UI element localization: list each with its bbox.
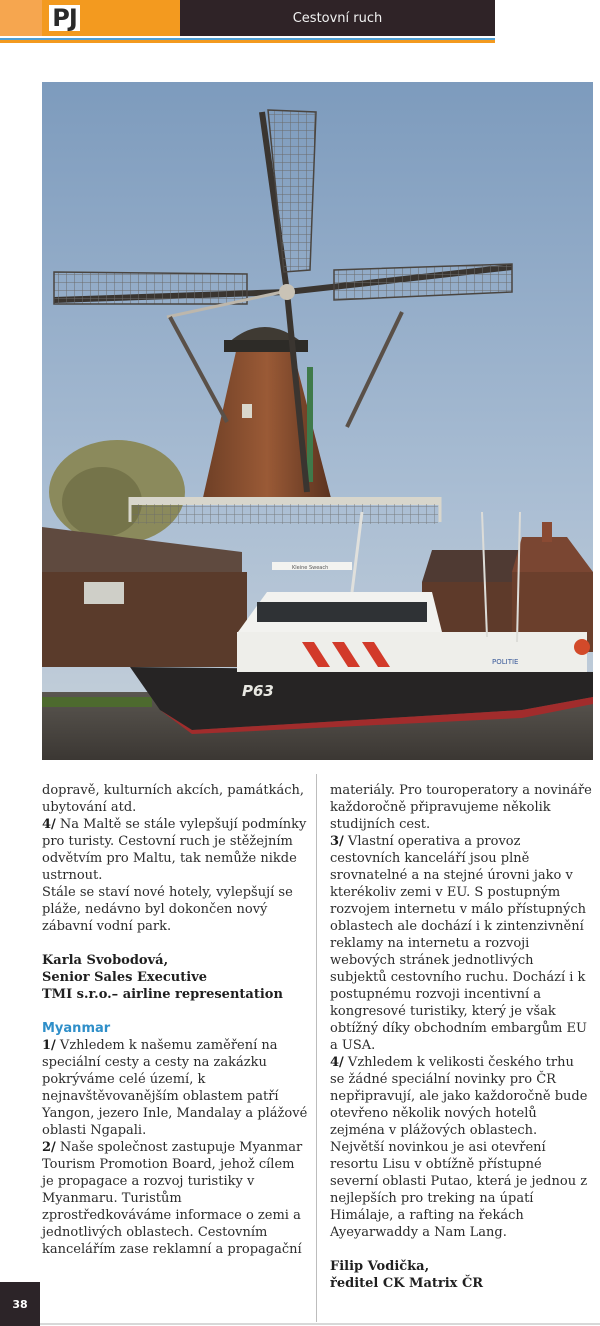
windmill-photo: [42, 82, 593, 760]
left-column: [42, 782, 310, 1258]
footer-rule: [40, 1323, 600, 1325]
boat-number: P63: [242, 682, 274, 700]
magazine-logo: PJ: [42, 0, 87, 36]
boat-label: POLITIE: [492, 658, 519, 666]
signature-role: ředitel CK Matrix ČR: [330, 1276, 484, 1291]
header-color-block: [0, 0, 42, 36]
answer-1: 1/ Vzhledem k našemu zaměření na speciální cesty a cesty na zakázku pokrýváme celé území, k nejnavštěvovanějším oblastem patří Yangon, jezero Inle, Mandalay a plážové oblasti Ngapali.: [42, 1038, 308, 1138]
signature-company: TMI s.r.o.– airline representation: [42, 987, 283, 1002]
header-rule-orange: [0, 40, 495, 43]
column-divider: [316, 774, 317, 1322]
paragraph: Stále se staví nové hotely, vylepšují se pláže, nedávno byl dokončen nový zábavní vodní park.: [42, 885, 293, 934]
signature-role: Senior Sales Executive: [42, 970, 208, 985]
boat-sign: Kleine Sweach: [292, 565, 329, 571]
header-orange-bar: [87, 0, 180, 36]
answer-3: 3/ Vlastní operativa a provoz cestovních kanceláří jsou plně srovnatelné a na stejné úrovni jako v kterékoliv zemi v EU. S postupným rozvojem internetu v málo přístupných oblastech ale dochází i k zintenzivnění reklamy na internetu a rozvoji webových stránek jednotlivých subjektů cestovního ruchu. Dochází i k postupnému rozvoji incentivní a kongresové turistiky, který je však obtížný díky obchodním embargům EU a USA.: [330, 834, 587, 1053]
right-column: [330, 782, 592, 1292]
signature-name: Filip Vodička,: [330, 1259, 430, 1274]
section-heading-myanmar: Myanmar: [42, 1021, 111, 1036]
answer-4: 4/ Vzhledem k velikosti českého trhu se žádné speciální novinky pro ČR nepřipravují, ale jako každoročně bude otevřeno několik nových hotelů zejména v plážových oblastech. Největší novinkou je asi otevření resortu Lisu v obtížně přístupné severní oblasti Putao, která je jednou z nejlepších pro treking na úpatí Himálaje, a rafting na řekách Ayeyarwaddy a Nam Lang.: [330, 1055, 588, 1240]
section-title: Cestovní ruch: [180, 0, 495, 36]
answer-4-malta: 4/ Na Maltě se stále vylepšují podmínky pro turisty. Cestovní ruch je stěžejním odvětvím pro Maltu, tak nemůže nikde ustrnout.: [42, 817, 307, 883]
answer-2: 2/ Naše společnost zastupuje Myanmar Tourism Promotion Board, jehož cílem je propagace a rozvoj turistiky v Myanmaru. Turistům zprostředkováváme informace o zemi a jednotlivých oblastech. Cestovním kancelářím zase reklamní a propagační: [42, 1140, 303, 1257]
paragraph: dopravě, kulturních akcích, památkách, ubytování atd.: [42, 783, 305, 815]
signature-name: Karla Svobodová,: [42, 953, 169, 968]
paragraph: materiály. Pro touroperatory a novináře každoročně připravujeme několik studijních cest.: [330, 783, 592, 832]
page-number: 38: [0, 1282, 40, 1326]
